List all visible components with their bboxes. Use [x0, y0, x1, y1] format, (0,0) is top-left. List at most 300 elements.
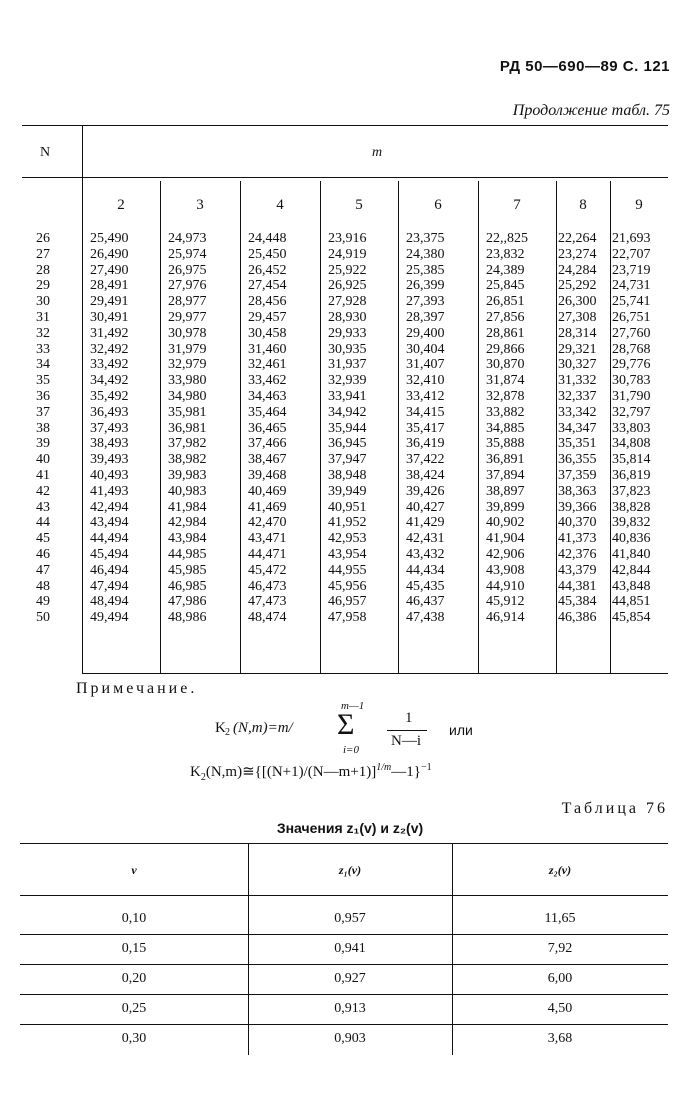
table-cell: 42,953 — [328, 531, 367, 547]
table-cell: 43,984 — [168, 531, 207, 547]
table-cell: 44,434 — [406, 562, 445, 578]
table-cell: 34,942 — [328, 404, 367, 420]
table-cell: 43,848 — [612, 578, 651, 594]
table-cell: 42,984 — [168, 515, 207, 531]
table-cell: 45,435 — [406, 578, 445, 594]
table-cell: 31,407 — [406, 357, 445, 373]
table-cell: 25,450 — [248, 246, 287, 262]
table-cell: 26,975 — [168, 262, 207, 278]
formula1-sum-bottom: i=0 — [343, 744, 359, 756]
values-column-m6 — [406, 231, 445, 626]
values-column-m2 — [90, 231, 129, 626]
table-cell: 42,376 — [558, 546, 597, 562]
table-cell: 31,790 — [612, 388, 651, 404]
table-cell: 45,956 — [328, 578, 367, 594]
table-cell: 38,424 — [406, 467, 445, 483]
table-cell: 28,456 — [248, 294, 287, 310]
n-value: 32 — [36, 325, 50, 341]
table-cell: 34,980 — [168, 388, 207, 404]
t76-cell: 0,20 — [121, 971, 147, 986]
table-cell: 35,814 — [612, 452, 651, 468]
table-cell: 39,493 — [90, 452, 129, 468]
table-cell: 46,386 — [558, 610, 597, 626]
t76-header-z2: z₂(v) — [548, 863, 572, 877]
t76-cell: 0,10 — [121, 911, 147, 926]
n-value: 36 — [36, 388, 50, 404]
table-cell: 29,491 — [90, 294, 129, 310]
values-column-m5 — [328, 231, 367, 626]
col-number-3: 3 — [196, 197, 204, 213]
table-cell: 34,415 — [406, 404, 445, 420]
n-value: 28 — [36, 262, 50, 278]
formula1-sum-top: m—1 — [341, 700, 365, 712]
t76-cell: 3,68 — [547, 1031, 573, 1046]
table-cell: 27,976 — [168, 278, 207, 294]
table-cell: 47,473 — [248, 594, 287, 610]
table-cell: 38,948 — [328, 467, 367, 483]
n-value: 46 — [36, 546, 50, 562]
table-cell: 45,854 — [612, 610, 651, 626]
table-cell: 41,469 — [248, 499, 287, 515]
table-cell: 43,379 — [558, 562, 597, 578]
table-cell: 45,384 — [558, 594, 597, 610]
formula2-body: (N,m)≅{[(N+1)/(N—m+1)] — [205, 764, 377, 780]
table-cell: 30,491 — [90, 309, 129, 325]
table-cell: 22,707 — [612, 246, 651, 262]
col-number-4: 4 — [276, 197, 284, 213]
n-value: 29 — [36, 278, 50, 294]
table-cell: 44,910 — [486, 578, 525, 594]
table-cell: 41,984 — [168, 499, 207, 515]
t76-cell: 4,50 — [547, 1001, 573, 1016]
table-cell: 39,899 — [486, 499, 525, 515]
n-value: 41 — [36, 467, 50, 483]
table-cell: 24,731 — [612, 278, 651, 294]
table-cell: 46,957 — [328, 594, 367, 610]
values-column-m3 — [168, 231, 207, 626]
formula1-args: (N,m)=m/ — [233, 720, 293, 736]
table-cell: 45,912 — [486, 594, 525, 610]
t76-header-rule — [20, 895, 668, 896]
table-cell: 31,979 — [168, 341, 207, 357]
table-cell: 47,438 — [406, 610, 445, 626]
table-cell: 47,494 — [90, 578, 129, 594]
table-cell: 34,492 — [90, 373, 129, 389]
formula-k2-approx — [190, 762, 432, 783]
formula1-numerator: 1 — [405, 710, 413, 726]
n-value: 33 — [36, 341, 50, 357]
note-label: Примечание. — [76, 680, 198, 697]
n-value: 40 — [36, 452, 50, 468]
table-cell: 25,922 — [328, 262, 367, 278]
n-value: 38 — [36, 420, 50, 436]
n-values-column — [36, 231, 50, 626]
table-cell: 32,797 — [612, 404, 651, 420]
table-cell: 35,417 — [406, 420, 445, 436]
table-cell: 44,985 — [168, 546, 207, 562]
table-cell: 30,327 — [558, 357, 597, 373]
table-cell: 46,985 — [168, 578, 207, 594]
table-cell: 39,366 — [558, 499, 597, 515]
table-cell: 43,954 — [328, 546, 367, 562]
table-cell: 36,419 — [406, 436, 445, 452]
n-value: 30 — [36, 294, 50, 310]
table-cell: 47,958 — [328, 610, 367, 626]
table-cell: 34,463 — [248, 388, 287, 404]
col-number-8: 8 — [579, 197, 587, 213]
col-number-7: 7 — [513, 197, 521, 213]
table-cell: 30,458 — [248, 325, 287, 341]
table-cell: 37,894 — [486, 467, 525, 483]
table-cell: 28,314 — [558, 325, 597, 341]
table75-col-divider — [478, 181, 479, 673]
table-cell: 28,768 — [612, 341, 651, 357]
table-cell: 46,473 — [248, 578, 287, 594]
table75-col-divider — [556, 181, 557, 673]
table-cell: 38,363 — [558, 483, 597, 499]
table-cell: 27,928 — [328, 294, 367, 310]
n-value: 35 — [36, 373, 50, 389]
table-cell: 24,284 — [558, 262, 597, 278]
table-cell: 39,949 — [328, 483, 367, 499]
table-cell: 33,980 — [168, 373, 207, 389]
t76-cell: 0,957 — [334, 911, 366, 926]
table-cell: 42,844 — [612, 562, 651, 578]
table75-col-divider — [610, 181, 611, 673]
formula2-tail: —1} — [391, 764, 421, 780]
table-cell: 36,465 — [248, 420, 287, 436]
table-cell: 32,878 — [486, 388, 525, 404]
n-value: 31 — [36, 309, 50, 325]
n-value: 47 — [36, 562, 50, 578]
table-cell: 48,986 — [168, 610, 207, 626]
values-column-m7 — [486, 231, 528, 626]
table-cell: 32,410 — [406, 373, 445, 389]
table-cell: 40,493 — [90, 467, 129, 483]
table-cell: 46,437 — [406, 594, 445, 610]
table-cell: 31,460 — [248, 341, 287, 357]
table-cell: 42,431 — [406, 531, 445, 547]
table-cell: 33,492 — [90, 357, 129, 373]
n-value: 42 — [36, 483, 50, 499]
table-cell: 27,856 — [486, 309, 525, 325]
n-value: 34 — [36, 357, 50, 373]
table-cell: 27,454 — [248, 278, 287, 294]
col-number-5: 5 — [355, 197, 363, 213]
table-cell: 28,977 — [168, 294, 207, 310]
table-cell: 48,494 — [90, 594, 129, 610]
n-value: 48 — [36, 578, 50, 594]
table-cell: 46,494 — [90, 562, 129, 578]
table-cell: 37,947 — [328, 452, 367, 468]
table-cell: 41,952 — [328, 515, 367, 531]
n-value: 43 — [36, 499, 50, 515]
table-cell: 44,494 — [90, 531, 129, 547]
table-cell: 44,471 — [248, 546, 287, 562]
table-cell: 38,897 — [486, 483, 525, 499]
table-cell: 35,944 — [328, 420, 367, 436]
values-column-m8 — [558, 231, 597, 626]
table-cell: 26,851 — [486, 294, 525, 310]
table-cell: 44,381 — [558, 578, 597, 594]
table75-col-divider — [160, 181, 161, 673]
table-cell: 26,751 — [612, 309, 651, 325]
table-cell: 30,404 — [406, 341, 445, 357]
table-cell: 29,400 — [406, 325, 445, 341]
table-cell: 37,493 — [90, 420, 129, 436]
table-cell: 29,321 — [558, 341, 597, 357]
table-cell: 35,464 — [248, 404, 287, 420]
table-cell: 39,426 — [406, 483, 445, 499]
table-cell: 31,937 — [328, 357, 367, 373]
table-cell: 40,836 — [612, 531, 651, 547]
n-value: 50 — [36, 610, 50, 626]
table-cell: 40,951 — [328, 499, 367, 515]
table-cell: 35,492 — [90, 388, 129, 404]
table-cell: 40,983 — [168, 483, 207, 499]
table-cell: 36,981 — [168, 420, 207, 436]
table-cell: 22,,825 — [486, 231, 528, 246]
table-cell: 48,474 — [248, 610, 287, 626]
table-cell: 42,906 — [486, 546, 525, 562]
col-number-2: 2 — [117, 197, 125, 213]
table-cell: 41,840 — [612, 546, 651, 562]
table-cell: 42,470 — [248, 515, 287, 531]
n-value: 49 — [36, 594, 50, 610]
table-cell: 29,776 — [612, 357, 651, 373]
table-cell: 38,467 — [248, 452, 287, 468]
table-cell: 37,982 — [168, 436, 207, 452]
n-value: 26 — [36, 231, 50, 246]
table-cell: 28,930 — [328, 309, 367, 325]
table-cell: 34,808 — [612, 436, 651, 452]
fraction-bar — [387, 730, 427, 731]
table-cell: 25,385 — [406, 262, 445, 278]
table-cell: 32,492 — [90, 341, 129, 357]
table-cell: 26,399 — [406, 278, 445, 294]
table-cell: 30,870 — [486, 357, 525, 373]
table-cell: 41,904 — [486, 531, 525, 547]
table-cell: 32,461 — [248, 357, 287, 373]
table-bottom-rule — [82, 673, 668, 674]
table-cell: 23,832 — [486, 246, 525, 262]
col-number-9: 9 — [635, 197, 643, 213]
formula1-k: K — [215, 720, 226, 736]
table-cell: 26,300 — [558, 294, 597, 310]
formula-k2-sum — [215, 700, 515, 760]
table-cell: 46,914 — [486, 610, 525, 626]
table-cell: 33,882 — [486, 404, 525, 420]
formula2-exp: 1/m — [376, 762, 392, 773]
n-value: 37 — [36, 404, 50, 420]
table-cell: 29,977 — [168, 309, 207, 325]
table-cell: 45,985 — [168, 562, 207, 578]
table-cell: 24,448 — [248, 231, 287, 246]
table-cell: 43,494 — [90, 515, 129, 531]
t76-cell: 6,00 — [547, 971, 573, 986]
formula2-exp2: −1 — [420, 762, 432, 773]
table-cell: 38,982 — [168, 452, 207, 468]
table-cell: 37,823 — [612, 483, 651, 499]
t76-cell: 0,30 — [121, 1031, 147, 1046]
table75-col-divider — [320, 181, 321, 673]
table-cell: 40,370 — [558, 515, 597, 531]
table-cell: 49,494 — [90, 610, 129, 626]
table-cell: 34,885 — [486, 420, 525, 436]
table-header-rule — [22, 177, 668, 178]
t76-header-v: v — [131, 863, 137, 877]
values-column-m4 — [248, 231, 287, 626]
t76-cell: 0,913 — [334, 1001, 366, 1016]
table-cell: 33,941 — [328, 388, 367, 404]
t76-header-z1: z₁(v) — [338, 863, 362, 877]
table-cell: 31,492 — [90, 325, 129, 341]
t76-row-rule — [20, 934, 668, 935]
table-cell: 45,494 — [90, 546, 129, 562]
n-value: 27 — [36, 246, 50, 262]
table-cell: 26,490 — [90, 246, 129, 262]
formula1-or: или — [449, 722, 473, 738]
table-cell: 23,274 — [558, 246, 597, 262]
table-cell: 44,851 — [612, 594, 651, 610]
table-cell: 40,427 — [406, 499, 445, 515]
table-cell: 27,308 — [558, 309, 597, 325]
col-header-m: m — [372, 145, 383, 160]
table-cell: 33,412 — [406, 388, 445, 404]
table-76 — [20, 843, 668, 1055]
n-value: 45 — [36, 531, 50, 547]
table-cell: 23,719 — [612, 262, 651, 278]
values-column-m9 — [612, 231, 651, 626]
table-cell: 39,832 — [612, 515, 651, 531]
table-cell: 43,432 — [406, 546, 445, 562]
t76-row-rule — [20, 964, 668, 965]
n-value: 39 — [36, 436, 50, 452]
t76-row-rule — [20, 994, 668, 995]
table-cell: 40,469 — [248, 483, 287, 499]
table-continuation-caption: Продолжение табл. 75 — [512, 102, 670, 119]
table-cell: 21,693 — [612, 231, 651, 246]
table-cell: 36,945 — [328, 436, 367, 452]
table-cell: 25,741 — [612, 294, 651, 310]
t76-cell: 0,927 — [334, 971, 366, 986]
formula2-k: K — [190, 764, 201, 780]
table-cell: 39,983 — [168, 467, 207, 483]
t76-cell: 0,941 — [334, 941, 366, 956]
table-cell: 41,373 — [558, 531, 597, 547]
table-cell: 41,493 — [90, 483, 129, 499]
table-cell: 36,891 — [486, 452, 525, 468]
table-cell: 38,493 — [90, 436, 129, 452]
table-cell: 35,888 — [486, 436, 525, 452]
table-cell: 39,468 — [248, 467, 287, 483]
sigma-symbol: Σ — [337, 708, 355, 741]
table-cell: 43,908 — [486, 562, 525, 578]
formula2-sub: 2 — [200, 772, 206, 783]
table-75 — [22, 125, 668, 673]
table-cell: 22,264 — [558, 231, 597, 246]
formula1-denominator: N—i — [391, 733, 421, 749]
table-cell: 35,351 — [558, 436, 597, 452]
col-number-6: 6 — [434, 197, 442, 213]
table-cell: 37,422 — [406, 452, 445, 468]
t76-cell: 0,15 — [121, 941, 147, 956]
table-cell: 33,803 — [612, 420, 651, 436]
table-cell: 24,919 — [328, 246, 367, 262]
table-cell: 25,974 — [168, 246, 207, 262]
table-cell: 26,925 — [328, 278, 367, 294]
table-cell: 24,973 — [168, 231, 207, 246]
table-cell: 30,783 — [612, 373, 651, 389]
table-cell: 36,355 — [558, 452, 597, 468]
table-cell: 23,375 — [406, 231, 445, 246]
formula1-sub: 2 — [225, 727, 230, 738]
table-cell: 24,389 — [486, 262, 525, 278]
table-cell: 33,462 — [248, 373, 287, 389]
table-cell: 28,861 — [486, 325, 525, 341]
table-cell: 36,493 — [90, 404, 129, 420]
table-cell: 27,393 — [406, 294, 445, 310]
table-cell: 30,935 — [328, 341, 367, 357]
table75-col-divider — [240, 181, 241, 673]
t76-top-rule — [20, 843, 668, 844]
table-cell: 32,337 — [558, 388, 597, 404]
table-cell: 38,828 — [612, 499, 651, 515]
page-header: РД 50—690—89 С. 121 — [499, 58, 670, 75]
table-cell: 32,939 — [328, 373, 367, 389]
table-cell: 23,916 — [328, 231, 367, 246]
t76-row-rule — [20, 1024, 668, 1025]
table-cell: 37,359 — [558, 467, 597, 483]
table75-col-divider — [398, 181, 399, 673]
table-cell: 26,452 — [248, 262, 287, 278]
table-cell: 40,902 — [486, 515, 525, 531]
t76-cell: 11,65 — [544, 911, 576, 926]
table-cell: 44,955 — [328, 562, 367, 578]
table-cell: 30,978 — [168, 325, 207, 341]
t76-cell: 7,92 — [547, 941, 573, 956]
table-76-label: Таблица 76 — [561, 800, 668, 817]
row-header-n: N — [40, 145, 51, 160]
table-cell: 35,981 — [168, 404, 207, 420]
table-cell: 29,457 — [248, 309, 287, 325]
table-cell: 29,933 — [328, 325, 367, 341]
table-cell: 29,866 — [486, 341, 525, 357]
table-cell: 27,760 — [612, 325, 651, 341]
t76-cell: 0,903 — [334, 1031, 366, 1046]
table-cell: 34,347 — [558, 420, 597, 436]
table-top-rule — [22, 125, 668, 126]
table-cell: 24,380 — [406, 246, 445, 262]
table-cell: 36,819 — [612, 467, 651, 483]
t76-cell: 0,25 — [121, 1001, 147, 1016]
table-cell: 31,874 — [486, 373, 525, 389]
table-cell: 25,292 — [558, 278, 597, 294]
table-cell: 45,472 — [248, 562, 287, 578]
table-cell: 28,491 — [90, 278, 129, 294]
table-cell: 42,494 — [90, 499, 129, 515]
table-cell: 28,397 — [406, 309, 445, 325]
table-cell: 33,342 — [558, 404, 597, 420]
table-76-title: Значения z₁(v) и z₂(v) — [276, 820, 424, 836]
table-cell: 31,332 — [558, 373, 597, 389]
table-cell: 41,429 — [406, 515, 445, 531]
table-cell: 43,471 — [248, 531, 287, 547]
table-cell: 27,490 — [90, 262, 129, 278]
table-cell: 37,466 — [248, 436, 287, 452]
n-value: 44 — [36, 515, 50, 531]
table-cell: 32,979 — [168, 357, 207, 373]
